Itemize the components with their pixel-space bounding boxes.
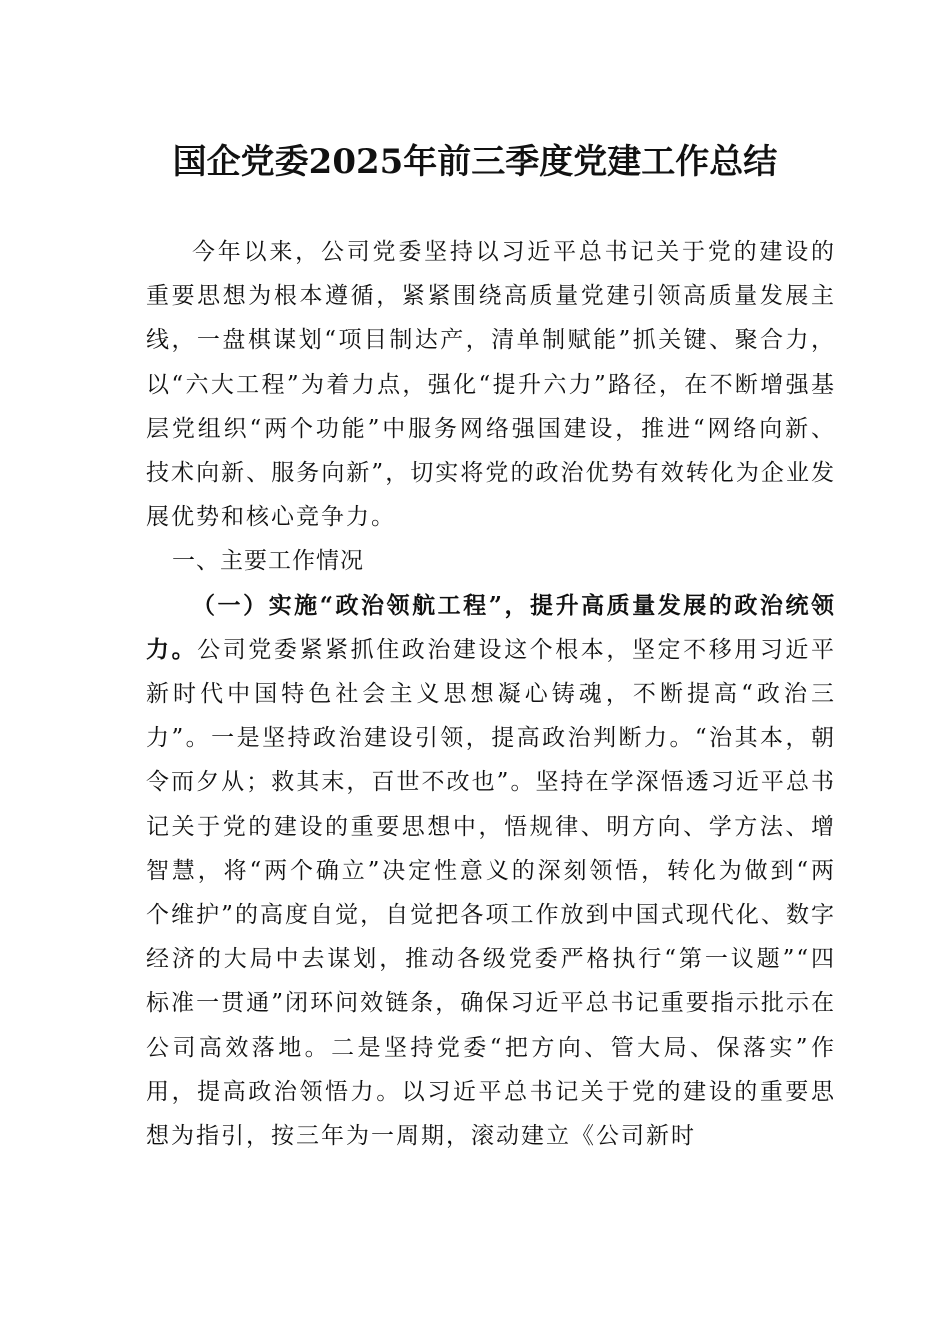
subsection-paragraph [146,584,836,1159]
subsection-body: 公司党委紧紧抓住政治建设这个根本，坚定不移用习近平新时代中国特色社会主义思想凝心铸魂，不断提高“政治三力”。一是坚持政治建设引领，提高政治判断力。“治其本，朝令而夕从；救其末，百世不改也”。坚持在学深悟透习近平总书记关于党的建设的重要思想中，悟规律、明方向、学方法、增智慧，将“两个确立”决定性意义的深刻领悟，转化为做到“两个维护”的高度自觉，自觉把各项工作放到中国式现代化、数字经济的大局中去谋划，推动各级党委严格执行“第一议题”“四标准一贯通”闭环问效链条，确保习近平总书记重要指示批示在公司高效落地。二是坚持党委“把方向、管大局、保落实”作用，提高政治领悟力。以习近平总书记关于党的建设的重要思想为指引，按三年为一周期，滚动建立《公司新时 [146,636,837,1150]
section-heading: 一、主要工作情况 [172,548,364,575]
subsection-heading: （一）实施“政治领航工程”，提升高质量发展的政治统领力。 [146,591,836,663]
document-title: 国企党委2025年前三季度党建工作总结 [172,142,778,182]
document-body [146,230,836,1158]
intro-paragraph: 今年以来，公司党委坚持以习近平总书记关于党的建设的重要思想为根本遵循，紧紧围绕高质量党建引领高质量发展主线，一盘棋谋划“项目制达产，清单制赋能”抓关键、聚合力，以“六大工程”为着力点，强化“提升六力”路径，在不断增强基层党组织“两个功能”中服务网络强国建设，推进“网络向新、技术向新、服务向新”，切实将党的政治优势有效转化为企业发展优势和核心竞争力。 [146,239,836,531]
